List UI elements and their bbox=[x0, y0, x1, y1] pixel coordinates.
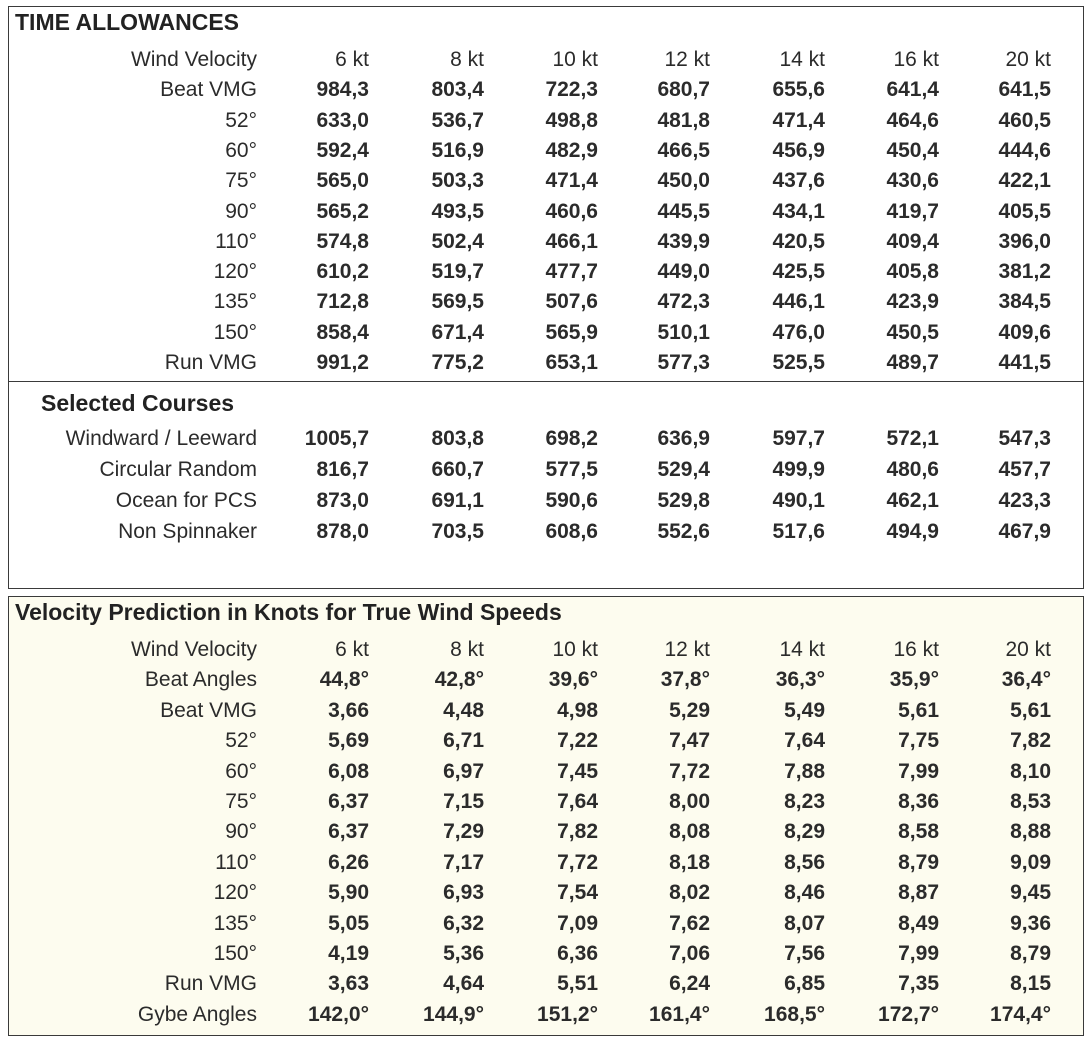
table-cell: 467,9 bbox=[998, 520, 1051, 543]
table-cell: 6,93 bbox=[443, 881, 484, 905]
row-label: 90° bbox=[225, 820, 257, 844]
table-cell: 480,6 bbox=[886, 458, 939, 481]
table-cell: 503,3 bbox=[431, 169, 484, 193]
table-cell: 858,4 bbox=[316, 320, 369, 344]
table-cell: 450,0 bbox=[657, 169, 710, 193]
table-cell: 6,85 bbox=[784, 972, 825, 996]
table-cell: 565,9 bbox=[545, 320, 598, 344]
table-cell: 405,5 bbox=[998, 199, 1051, 223]
table-cell: 420,5 bbox=[772, 229, 825, 253]
table-cell: 565,2 bbox=[316, 199, 369, 223]
table-cell: 873,0 bbox=[316, 489, 369, 512]
table-cell: 446,1 bbox=[772, 290, 825, 314]
table-cell: 8,36 bbox=[898, 790, 939, 813]
table-row bbox=[9, 424, 1083, 454]
table-cell: 7,45 bbox=[557, 759, 598, 783]
table-cell: 641,4 bbox=[886, 78, 939, 102]
table-cell: 502,4 bbox=[431, 229, 484, 253]
table-cell: 499,9 bbox=[772, 458, 825, 481]
table-cell: 460,6 bbox=[545, 199, 598, 223]
table-cell: 476,0 bbox=[772, 320, 825, 344]
table-row bbox=[9, 969, 1083, 999]
table-cell: 5,49 bbox=[784, 698, 825, 722]
row-label: 150° bbox=[213, 320, 257, 344]
table-cell: 450,4 bbox=[886, 138, 939, 162]
column-header: 16 kt bbox=[893, 638, 939, 661]
table-cell: 7,29 bbox=[443, 820, 484, 844]
table-row bbox=[9, 517, 1083, 547]
table-cell: 547,3 bbox=[998, 427, 1051, 450]
table-row bbox=[9, 787, 1083, 817]
table-cell: 419,7 bbox=[886, 199, 939, 223]
table-cell: 803,8 bbox=[431, 427, 484, 450]
table-row bbox=[9, 878, 1083, 908]
table-row bbox=[9, 197, 1083, 227]
table-cell: 5,61 bbox=[898, 698, 939, 722]
row-label: 110° bbox=[215, 229, 257, 253]
table-cell: 572,1 bbox=[886, 427, 939, 450]
row-label: 90° bbox=[225, 199, 257, 223]
table-cell: 151,2° bbox=[537, 1002, 598, 1026]
table-cell: 464,6 bbox=[886, 108, 939, 132]
column-header: 8 kt bbox=[450, 48, 484, 71]
table-cell: 6,71 bbox=[443, 729, 484, 753]
table-cell: 8,79 bbox=[898, 850, 939, 874]
table-row bbox=[9, 817, 1083, 847]
row-label: 110° bbox=[215, 850, 257, 874]
table-cell: 803,4 bbox=[431, 78, 484, 102]
table-cell: 471,4 bbox=[545, 169, 598, 193]
table-cell: 172,7° bbox=[878, 1002, 939, 1026]
table-row bbox=[9, 106, 1083, 136]
table-cell: 36,4° bbox=[1001, 668, 1051, 692]
row-label: 120° bbox=[213, 260, 257, 284]
table-cell: 597,7 bbox=[772, 427, 825, 450]
row-label: Non Spinnaker bbox=[118, 520, 257, 543]
row-label: 75° bbox=[225, 169, 257, 193]
table-cell: 7,64 bbox=[784, 729, 825, 753]
table-cell: 3,66 bbox=[328, 698, 369, 722]
table-cell: 577,5 bbox=[545, 458, 598, 481]
table-cell: 4,64 bbox=[443, 972, 484, 996]
table-row bbox=[9, 227, 1083, 257]
table-cell: 8,18 bbox=[669, 850, 710, 874]
column-header: 10 kt bbox=[552, 48, 598, 71]
row-label: Run VMG bbox=[164, 972, 257, 996]
table-cell: 608,6 bbox=[545, 520, 598, 543]
column-header: 16 kt bbox=[893, 48, 939, 71]
table-cell: 422,1 bbox=[998, 169, 1051, 193]
table-cell: 691,1 bbox=[431, 489, 484, 512]
column-header: 12 kt bbox=[664, 48, 710, 71]
table-cell: 722,3 bbox=[545, 78, 598, 102]
table-cell: 660,7 bbox=[431, 458, 484, 481]
table-cell: 7,35 bbox=[898, 972, 939, 996]
table-cell: 712,8 bbox=[316, 290, 369, 314]
table-cell: 493,5 bbox=[431, 199, 484, 223]
table-cell: 529,8 bbox=[657, 489, 710, 512]
row-label: Run VMG bbox=[164, 351, 257, 374]
table-cell: 653,1 bbox=[545, 351, 598, 374]
table-cell: 984,3 bbox=[316, 78, 369, 102]
table-cell: 384,5 bbox=[998, 290, 1051, 314]
row-label: 60° bbox=[225, 138, 257, 162]
table-row bbox=[9, 1000, 1083, 1030]
table-cell: 37,8° bbox=[660, 668, 710, 692]
row-label: 75° bbox=[225, 790, 257, 813]
row-label: 135° bbox=[213, 290, 257, 314]
table-row bbox=[9, 909, 1083, 939]
table-cell: 142,0° bbox=[308, 1002, 369, 1026]
table-row bbox=[9, 696, 1083, 726]
column-header: 8 kt bbox=[450, 638, 484, 661]
table-cell: 444,6 bbox=[998, 138, 1051, 162]
table-cell: 5,29 bbox=[669, 698, 710, 722]
row-label: 150° bbox=[213, 942, 257, 965]
column-header: 10 kt bbox=[552, 638, 598, 661]
table-cell: 529,4 bbox=[657, 458, 710, 481]
row-label: Beat VMG bbox=[160, 698, 257, 722]
selected-courses-title: Selected Courses bbox=[41, 390, 235, 416]
table-cell: 510,1 bbox=[657, 320, 710, 344]
column-header: 12 kt bbox=[664, 638, 710, 661]
table-cell: 5,36 bbox=[443, 942, 484, 965]
table-cell: 471,4 bbox=[772, 108, 825, 132]
table-cell: 423,3 bbox=[998, 489, 1051, 512]
table-cell: 439,9 bbox=[657, 229, 710, 253]
table-cell: 462,1 bbox=[886, 489, 939, 512]
table-cell: 8,10 bbox=[1010, 759, 1051, 783]
table-cell: 4,98 bbox=[557, 698, 598, 722]
table-cell: 423,9 bbox=[886, 290, 939, 314]
table-cell: 641,5 bbox=[998, 78, 1051, 102]
table-cell: 36,3° bbox=[775, 668, 825, 692]
table-cell: 636,9 bbox=[657, 427, 710, 450]
table-row bbox=[9, 455, 1083, 485]
table-cell: 7,99 bbox=[898, 942, 939, 965]
table-cell: 5,90 bbox=[328, 881, 369, 905]
table-cell: 450,5 bbox=[886, 320, 939, 344]
time-allowances-panel bbox=[8, 6, 1084, 589]
table-cell: 396,0 bbox=[998, 229, 1051, 253]
table-cell: 1005,7 bbox=[304, 427, 369, 450]
table-cell: 525,5 bbox=[772, 351, 825, 374]
table-cell: 507,6 bbox=[545, 290, 598, 314]
table-cell: 7,82 bbox=[557, 820, 598, 844]
table-cell: 4,19 bbox=[328, 942, 369, 965]
table-cell: 42,8° bbox=[434, 668, 484, 692]
row-label: Beat Angles bbox=[144, 668, 257, 692]
table-cell: 456,9 bbox=[772, 138, 825, 162]
table-cell: 9,45 bbox=[1010, 881, 1051, 905]
table-cell: 7,15 bbox=[443, 790, 484, 813]
row-label: 52° bbox=[225, 108, 257, 132]
table-cell: 703,5 bbox=[431, 520, 484, 543]
table-cell: 7,54 bbox=[557, 881, 598, 905]
row-label: Beat VMG bbox=[160, 78, 257, 102]
table-cell: 409,4 bbox=[886, 229, 939, 253]
table-cell: 3,63 bbox=[328, 972, 369, 996]
table-cell: 7,56 bbox=[784, 942, 825, 965]
table-cell: 8,87 bbox=[898, 881, 939, 905]
table-cell: 437,6 bbox=[772, 169, 825, 193]
table-cell: 472,3 bbox=[657, 290, 710, 314]
table-cell: 6,36 bbox=[557, 942, 598, 965]
table-row bbox=[9, 348, 1083, 378]
table-cell: 6,08 bbox=[328, 759, 369, 783]
table-cell: 775,2 bbox=[431, 351, 484, 374]
header-row bbox=[9, 635, 1083, 665]
table-cell: 498,8 bbox=[545, 108, 598, 132]
table-cell: 161,4° bbox=[649, 1002, 710, 1026]
table-cell: 8,88 bbox=[1010, 820, 1051, 844]
row-label: Wind Velocity bbox=[130, 638, 257, 661]
table-cell: 8,46 bbox=[784, 881, 825, 905]
row-label: Ocean for PCS bbox=[115, 489, 257, 512]
table-cell: 35,9° bbox=[889, 668, 939, 692]
section-divider bbox=[9, 381, 1083, 382]
table-cell: 991,2 bbox=[316, 351, 369, 374]
table-cell: 610,2 bbox=[316, 260, 369, 284]
table-cell: 8,56 bbox=[784, 850, 825, 874]
table-cell: 490,1 bbox=[772, 489, 825, 512]
column-header: 6 kt bbox=[335, 48, 369, 71]
table-cell: 8,29 bbox=[784, 820, 825, 844]
table-cell: 517,6 bbox=[772, 520, 825, 543]
row-label: 60° bbox=[225, 759, 257, 783]
table-cell: 680,7 bbox=[657, 78, 710, 102]
table-cell: 9,36 bbox=[1010, 911, 1051, 935]
table-cell: 565,0 bbox=[316, 169, 369, 193]
table-cell: 449,0 bbox=[657, 260, 710, 284]
column-header: 14 kt bbox=[779, 48, 825, 71]
table-cell: 6,32 bbox=[443, 911, 484, 935]
table-row bbox=[9, 665, 1083, 695]
table-cell: 8,00 bbox=[669, 790, 710, 813]
table-cell: 445,5 bbox=[657, 199, 710, 223]
table-cell: 39,6° bbox=[548, 668, 598, 692]
table-cell: 7,47 bbox=[669, 729, 710, 753]
table-row bbox=[9, 287, 1083, 317]
column-header: 20 kt bbox=[1005, 638, 1051, 661]
table-cell: 816,7 bbox=[316, 458, 369, 481]
table-cell: 144,9° bbox=[423, 1002, 484, 1026]
table-cell: 6,37 bbox=[328, 820, 369, 844]
table-cell: 7,17 bbox=[443, 850, 484, 874]
table-cell: 552,6 bbox=[657, 520, 710, 543]
table-cell: 5,51 bbox=[557, 972, 598, 996]
table-cell: 7,75 bbox=[898, 729, 939, 753]
table-cell: 494,9 bbox=[886, 520, 939, 543]
table-cell: 8,08 bbox=[669, 820, 710, 844]
table-row bbox=[9, 939, 1083, 969]
table-cell: 590,6 bbox=[545, 489, 598, 512]
table-cell: 8,23 bbox=[784, 790, 825, 813]
table-cell: 7,72 bbox=[669, 759, 710, 783]
table-cell: 457,7 bbox=[998, 458, 1051, 481]
table-cell: 481,8 bbox=[657, 108, 710, 132]
column-header: 6 kt bbox=[335, 638, 369, 661]
table-cell: 519,7 bbox=[431, 260, 484, 284]
table-cell: 4,48 bbox=[443, 698, 484, 722]
row-label: Circular Random bbox=[99, 458, 257, 481]
row-label: Gybe Angles bbox=[137, 1002, 257, 1026]
table-row bbox=[9, 726, 1083, 756]
table-cell: 381,2 bbox=[998, 260, 1051, 284]
table-cell: 698,2 bbox=[545, 427, 598, 450]
table-cell: 477,7 bbox=[545, 260, 598, 284]
time-allowances-title: TIME ALLOWANCES bbox=[15, 9, 240, 35]
table-cell: 7,88 bbox=[784, 759, 825, 783]
table-cell: 6,97 bbox=[443, 759, 484, 783]
table-cell: 8,02 bbox=[669, 881, 710, 905]
row-label: 120° bbox=[213, 881, 257, 905]
table-cell: 8,58 bbox=[898, 820, 939, 844]
table-row bbox=[9, 848, 1083, 878]
table-cell: 577,3 bbox=[657, 351, 710, 374]
table-cell: 516,9 bbox=[431, 138, 484, 162]
table-cell: 482,9 bbox=[545, 138, 598, 162]
table-cell: 5,69 bbox=[328, 729, 369, 753]
table-cell: 8,07 bbox=[784, 911, 825, 935]
table-cell: 430,6 bbox=[886, 169, 939, 193]
table-cell: 409,6 bbox=[998, 320, 1051, 344]
table-cell: 425,5 bbox=[772, 260, 825, 284]
table-cell: 9,09 bbox=[1010, 850, 1051, 874]
table-cell: 569,5 bbox=[431, 290, 484, 314]
table-row bbox=[9, 757, 1083, 787]
table-cell: 7,64 bbox=[557, 790, 598, 813]
column-header: 14 kt bbox=[779, 638, 825, 661]
table-cell: 6,24 bbox=[669, 972, 710, 996]
table-cell: 7,82 bbox=[1010, 729, 1051, 753]
table-cell: 655,6 bbox=[772, 78, 825, 102]
table-cell: 44,8° bbox=[319, 668, 369, 692]
table-cell: 8,79 bbox=[1010, 942, 1051, 965]
row-label: Wind Velocity bbox=[130, 48, 257, 71]
row-label: Windward / Leeward bbox=[65, 427, 257, 450]
table-cell: 7,22 bbox=[557, 729, 598, 753]
velocity-prediction-title: Velocity Prediction in Knots for True Wind Speeds bbox=[15, 599, 562, 625]
table-cell: 8,53 bbox=[1010, 790, 1051, 813]
header-row bbox=[9, 45, 1083, 75]
table-cell: 7,06 bbox=[669, 942, 710, 965]
table-cell: 460,5 bbox=[998, 108, 1051, 132]
table-cell: 434,1 bbox=[772, 199, 825, 223]
table-cell: 7,72 bbox=[557, 850, 598, 874]
table-cell: 878,0 bbox=[316, 520, 369, 543]
table-cell: 5,61 bbox=[1010, 698, 1051, 722]
table-cell: 592,4 bbox=[316, 138, 369, 162]
table-cell: 536,7 bbox=[431, 108, 484, 132]
table-cell: 633,0 bbox=[316, 108, 369, 132]
row-label: 135° bbox=[213, 911, 257, 935]
table-cell: 7,62 bbox=[669, 911, 710, 935]
row-label: 52° bbox=[225, 729, 257, 753]
table-cell: 5,05 bbox=[328, 911, 369, 935]
table-cell: 405,8 bbox=[886, 260, 939, 284]
column-header: 20 kt bbox=[1005, 48, 1051, 71]
table-cell: 8,15 bbox=[1010, 972, 1051, 996]
table-cell: 168,5° bbox=[764, 1002, 825, 1026]
table-cell: 6,37 bbox=[328, 790, 369, 813]
table-cell: 6,26 bbox=[328, 850, 369, 874]
table-cell: 7,99 bbox=[898, 759, 939, 783]
table-row bbox=[9, 136, 1083, 166]
velocity-prediction-panel bbox=[8, 596, 1084, 1036]
table-cell: 8,49 bbox=[898, 911, 939, 935]
table-cell: 7,09 bbox=[557, 911, 598, 935]
table-row bbox=[9, 486, 1083, 516]
table-cell: 466,1 bbox=[545, 229, 598, 253]
table-cell: 174,4° bbox=[990, 1002, 1051, 1026]
table-row bbox=[9, 257, 1083, 287]
table-cell: 441,5 bbox=[998, 351, 1051, 374]
table-cell: 671,4 bbox=[431, 320, 484, 344]
table-cell: 489,7 bbox=[886, 351, 939, 374]
table-row bbox=[9, 166, 1083, 196]
table-cell: 466,5 bbox=[657, 138, 710, 162]
table-cell: 574,8 bbox=[316, 229, 369, 253]
table-row bbox=[9, 75, 1083, 105]
table-row bbox=[9, 318, 1083, 348]
